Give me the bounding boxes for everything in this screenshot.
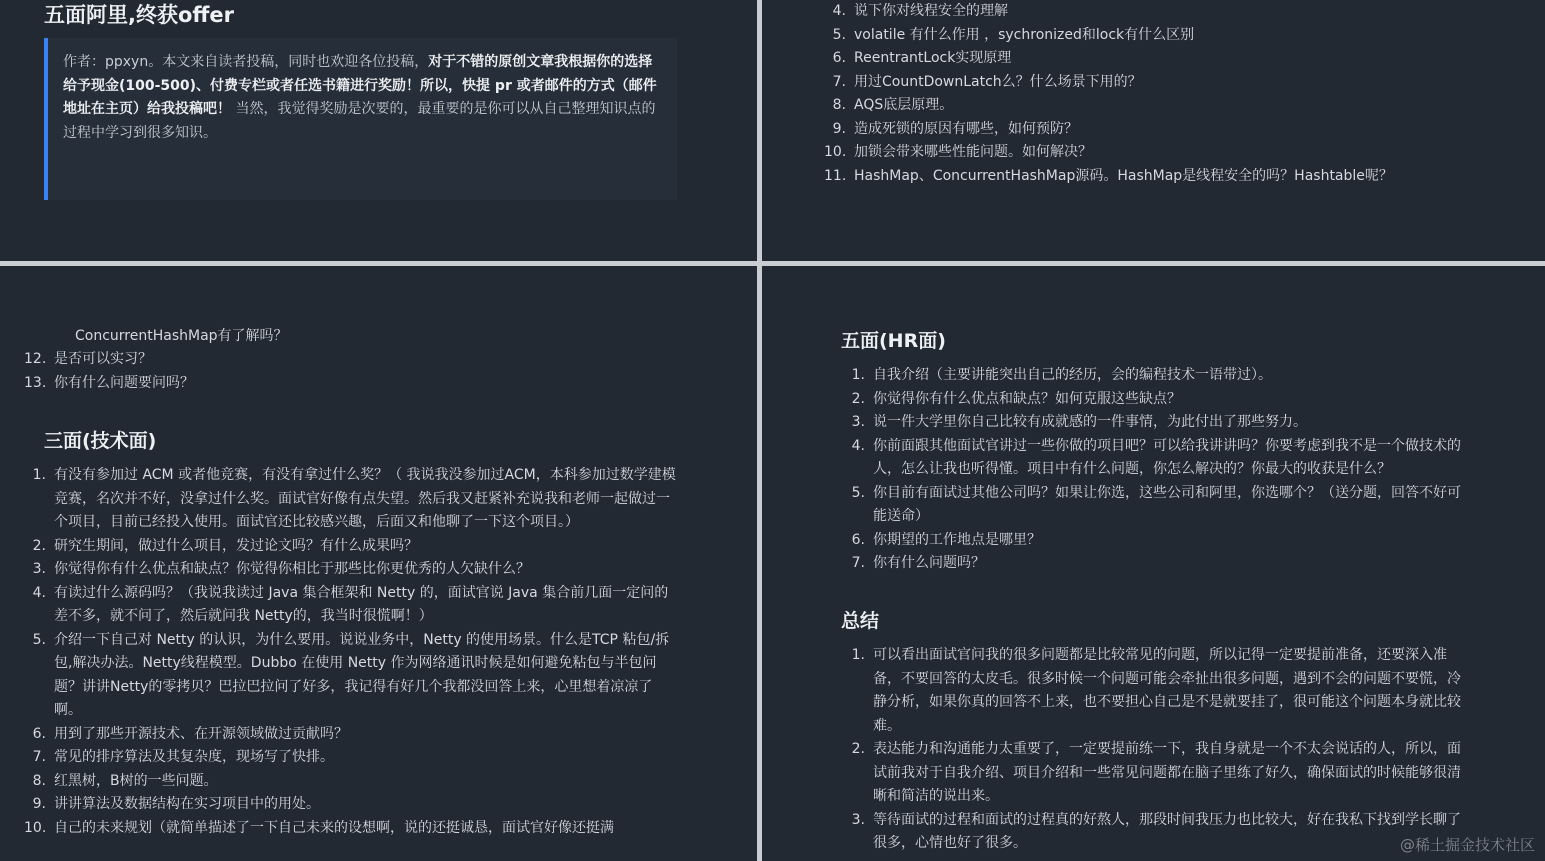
list-item-number: 7. <box>832 73 846 90</box>
list-item-number: 7. <box>851 555 865 571</box>
list-item-number: 3. <box>32 561 46 577</box>
list-item <box>824 71 1514 95</box>
list-item-number: 2. <box>851 390 865 407</box>
list-item-text: 自己的未来规划（就简单描述了一下自己未来的设想啊，说的还挺诚恳，面试官好像还挺满 <box>54 819 614 836</box>
list-item-text: 加锁会带来哪些性能问题。如何解决？ <box>854 144 1092 160</box>
list-item-text: 说一件大学里你自己比较有成就感的一件事情，为此付出了那些努力。 <box>873 414 1307 430</box>
list-item <box>843 411 1473 435</box>
list-item-text: HashMap、ConcurrentHashMap源码。HashMap是线程安全的吗？Hashtable呢？ <box>854 167 1393 184</box>
list-item-number: 6. <box>832 50 846 66</box>
list-item <box>824 118 1514 142</box>
list-item-number: 5. <box>851 484 865 501</box>
article-title: 五面阿里,终获offer <box>44 3 235 27</box>
list-item-text: volatile 有什么作用 ，sychronized和lock有什么区别 <box>854 26 1195 43</box>
page-panel-bottom-left <box>0 266 757 861</box>
list-item-number: 10. <box>24 819 47 836</box>
list-item <box>24 348 724 372</box>
quote-text-intro: 作者：ppxyn。本文来自读者投稿，同时也欢迎各位投稿， <box>63 54 429 70</box>
list-item-text: 有没有参加过 ACM 或者他竞赛，有没有拿过什么奖？（ 我说我没参加过ACM，本科参加过数学建模竞赛，名次并不好，没拿过什么奖。面试官好像有点失望。然后我又赶紧补充说我和老师一起做过一个项目，目前已经投入使用。面试官还比较感兴趣，后面又和他聊了一下这个项目。） <box>54 467 676 530</box>
list-item-number: 2. <box>851 741 865 757</box>
list-item-text: 表达能力和沟通能力太重要了，一定要提前练一下，我自身就是一个不太会说话的人，所以，面试前我对于自我介绍、项目介绍和一些常见问题都在脑子里练了好久，确保面试的时候能够很清晰和简洁的说出来。 <box>873 741 1461 804</box>
list-item-text: 你有什么问题要问吗？ <box>54 374 194 391</box>
list-item-text: 你觉得你有什么优点和缺点？你觉得你相比于那些比你更优秀的人欠缺什么？ <box>54 561 530 577</box>
list-item-number: 4. <box>832 3 846 19</box>
list-item <box>24 558 676 582</box>
question-list-end <box>24 348 724 395</box>
page-panel-top-right <box>762 0 1545 261</box>
list-item-text: AQS底层原理。 <box>854 97 954 113</box>
page-panel-bottom-right <box>762 266 1545 861</box>
list-item-text: 你期望的工作地点是哪里？ <box>873 531 1041 548</box>
section-heading-summary: 总结 <box>841 610 880 632</box>
quote-text-bold: 对于不错的原创文章我根据你的选择给予现金(100-500)、付费专栏或者任选书籍进行奖励！所以，快提 pr 或者邮件的方式（邮件地址在主页）给我投稿吧！ <box>63 54 657 117</box>
list-item-text: 可以看出面试官问我的很多问题都是比较常见的问题，所以记得一定要提前准备，还要深入准备，不要回答的太皮毛。很多时候一个问题可能会牵扯出很多问题，遇到不会的问题不要慌，冷静分析，如果你真的回答不上来，也不要担心自己是不是就要挂了，很可能这个问题本身就比较难。 <box>873 647 1461 734</box>
list-item-number: 4. <box>851 437 865 454</box>
list-item-text: 你目前有面试过其他公司吗？如果让你选，这些公司和阿里，你选哪个？（送分题，回答不好可能送命） <box>873 484 1461 524</box>
list-item <box>824 94 1514 118</box>
list-item-number: 2. <box>32 537 46 554</box>
list-item-number: 8. <box>832 97 846 113</box>
summary-list <box>843 644 1473 856</box>
list-item <box>824 24 1514 48</box>
list-item <box>843 482 1473 529</box>
list-item <box>843 552 1473 576</box>
list-item-text: 自我介绍（主要讲能突出自己的经历，会的编程技术一语带过）。 <box>873 367 1272 383</box>
list-item-number: 8. <box>32 772 46 789</box>
list-item-text: 等待面试的过程和面试的过程真的好熬人，那段时间我压力也比较大，好在我私下找到学长聊了很多，心情也好了很多。 <box>873 811 1461 851</box>
list-item-number: 1. <box>851 647 865 663</box>
list-item <box>24 746 676 770</box>
list-item-number: 12. <box>24 351 47 367</box>
page-panel-top-left <box>0 0 757 261</box>
list-item-number: 11. <box>824 167 847 184</box>
list-item-number: 6. <box>851 531 865 548</box>
list-item <box>843 738 1473 809</box>
list-item <box>24 464 676 535</box>
list-item <box>24 770 676 794</box>
list-item-number: 9. <box>832 120 846 137</box>
question-list <box>824 0 1514 188</box>
section-heading-third-round: 三面(技术面) <box>44 430 157 452</box>
list-item <box>824 0 1514 24</box>
list-item-number: 6. <box>32 725 46 742</box>
author-note-blockquote <box>44 38 677 200</box>
list-item-number: 4. <box>32 584 46 601</box>
list-item-number: 3. <box>851 414 865 430</box>
list-item-number: 7. <box>32 749 46 765</box>
list-item-text: 红黑树，B树的一些问题。 <box>54 772 218 789</box>
list-item-number: 1. <box>851 367 865 383</box>
list-item-number: 13. <box>24 374 47 391</box>
list-item <box>824 141 1514 165</box>
list-item-text: 讲讲算法及数据结构在实习项目中的用处。 <box>54 796 320 812</box>
list-item <box>843 388 1473 412</box>
list-item <box>843 364 1473 388</box>
list-item <box>843 435 1473 482</box>
list-item-number: 1. <box>32 467 46 483</box>
list-item-text: 是否可以实习？ <box>54 351 152 367</box>
list-item-text: 介绍一下自己对 Netty 的认识，为什么要用。说说业务中，Netty 的使用场景。什么是TCP 粘包/拆包,解决办法。Netty线程模型。Dubbo 在使用 Netty 作为网络通讯时候是如何避免粘包与半包问题？讲讲Netty的零拷贝？巴拉巴拉问了好多，我记得有好几个我都没回答上来，心里想着凉凉了啊。 <box>54 631 670 718</box>
list-item <box>843 809 1473 856</box>
list-item-text: 用过CountDownLatch么？什么场景下用的？ <box>854 73 1142 90</box>
list-item-text: 你前面跟其他面试官讲过一些你做的项目吧？可以给我讲讲吗？你要考虑到我不是一个做技术的人，怎么让我也听得懂。项目中有什么问题，你怎么解决的？你最大的收获是什么？ <box>873 437 1461 477</box>
continued-item-text: ConcurrentHashMap有了解吗？ <box>75 328 288 344</box>
list-item-number: 9. <box>32 796 46 812</box>
list-item <box>24 535 676 559</box>
list-item <box>24 582 676 629</box>
section-heading-hr-round: 五面(HR面) <box>841 330 946 352</box>
list-item-number: 10. <box>824 144 847 160</box>
list-item-text: 造成死锁的原因有哪些，如何预防？ <box>854 120 1078 137</box>
list-item-text: 有读过什么源码吗？（我说我读过 Java 集合框架和 Netty 的，面试官说 Java 集合前几面一定问的差不多，就不问了，然后就问我 Netty的，我当时很慌啊！） <box>54 584 669 624</box>
list-item-number: 5. <box>32 631 46 648</box>
list-item-text: 你有什么问题吗？ <box>873 555 985 571</box>
list-item <box>843 644 1473 738</box>
list-item-number: 3. <box>851 811 865 828</box>
watermark-text: @稀土掘金技术社区 <box>1399 836 1535 854</box>
list-item-number: 5. <box>832 26 846 43</box>
list-item <box>843 529 1473 553</box>
list-item <box>24 372 724 396</box>
list-item <box>24 817 676 841</box>
list-item-text: 常见的排序算法及其复杂度，现场写了快排。 <box>54 749 334 765</box>
hr-question-list <box>843 364 1473 576</box>
list-item-text: ReentrantLock实现原理 <box>854 50 1012 66</box>
list-item <box>24 793 676 817</box>
third-round-question-list <box>24 464 676 840</box>
quote-text-outro: 当然，我觉得奖励是次要的，最重要的是你可以从自己整理知识点的过程中学习到很多知识。 <box>63 101 656 141</box>
list-item-text: 说下你对线程安全的理解 <box>854 3 1008 19</box>
list-item-text: 你觉得你有什么优点和缺点？如何克服这些缺点？ <box>873 390 1181 407</box>
list-item <box>24 723 676 747</box>
list-item-text: 研究生期间，做过什么项目，发过论文吗？有什么成果吗？ <box>54 537 418 554</box>
list-item <box>24 629 676 723</box>
list-item <box>824 165 1514 189</box>
list-item <box>824 47 1514 71</box>
list-item-text: 用到了那些开源技术、在开源领域做过贡献吗？ <box>54 725 348 742</box>
